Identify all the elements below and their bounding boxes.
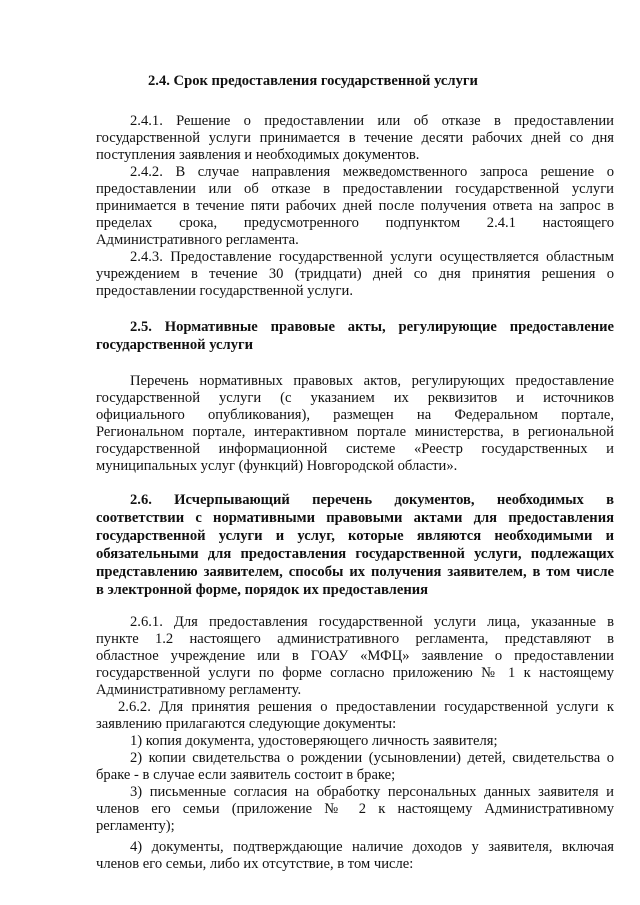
- section-heading-2-6: [96, 491, 614, 599]
- heading-line: государственной услуги: [96, 337, 254, 353]
- text-line: Региональном портале, интерактивном портале министерства, в региональной: [96, 424, 614, 440]
- list-item: 2) копии свидетельства о рождении (усыновлении) детей, свидетельства о: [130, 750, 614, 766]
- text-line: Административному регламенту.: [96, 682, 302, 698]
- text-line: учреждением в течение 30 (тридцати) дней со дня принятия решения о: [96, 266, 614, 282]
- list-item: 3) письменные согласия на обработку персональных данных заявителя и: [130, 784, 614, 800]
- document-list: [96, 733, 614, 873]
- text-line: предоставлении государственной услуги.: [96, 283, 353, 299]
- list-item: 4) документы, подтверждающие наличие доходов у заявителя, включая: [130, 839, 614, 855]
- list-item-continuation: членов его семьи, либо их отсутствие, в том числе:: [96, 856, 414, 872]
- heading-line: 2.5. Нормативные правовые акты, регулирующие предоставление: [130, 319, 614, 335]
- section-heading-2-5: [96, 318, 614, 354]
- text-line: муниципальных услуг (функций) Новгородской области».: [96, 458, 458, 474]
- paragraph-2-6-1: [96, 614, 614, 699]
- list-item-continuation: регламенту);: [96, 818, 175, 834]
- heading-line: 2.6. Исчерпывающий перечень документов, необходимых в: [130, 492, 614, 508]
- heading-line: обязательными для предоставления государственной услуги, подлежащих: [96, 546, 614, 562]
- text-line: пределах срока, предусмотренного подпунктом 2.4.1 настоящего: [96, 215, 614, 231]
- text-line: принимается в течение пяти рабочих дней после получения ответа на запрос в: [96, 198, 614, 214]
- section-heading-2-4: 2.4. Срок предоставления государственной услуги: [148, 73, 478, 89]
- text-line: 2.4.1. Решение о предоставлении или об отказе в предоставлении: [130, 113, 614, 129]
- text-line: Перечень нормативных правовых актов, регулирующих предоставление: [130, 373, 614, 389]
- heading-line: представлению заявителем, способы их получения заявителем, в том числе: [96, 564, 614, 580]
- text-line: государственной информационной системе «Реестр государственных и: [96, 441, 614, 457]
- paragraph-2-4-1: [96, 113, 614, 164]
- text-line: государственной услуги (с указанием их реквизитов и источников: [96, 390, 614, 406]
- paragraph-2-4-3: [96, 249, 614, 300]
- text-line: предоставлении или об отказе в предоставлении государственной услуги: [96, 181, 614, 197]
- text-line: поступления заявления и необходимых документов.: [96, 147, 420, 163]
- heading-line: в электронной форме, порядок их предоставления: [96, 582, 429, 598]
- text-line: заявлению прилагаются следующие документы:: [96, 716, 397, 732]
- text-line: 2.6.1. Для предоставления государственной услуги лица, указанные в: [130, 614, 614, 630]
- text-line: 2.6.2. Для принятия решения о предоставлении государственной услуги к: [118, 699, 614, 715]
- heading-line: соответствии с нормативными правовыми актами для предоставления: [96, 510, 614, 526]
- text-line: областное учреждение или в ГОАУ «МФЦ» заявление о предоставлении: [96, 648, 614, 664]
- list-item: 1) копия документа, удостоверяющего личность заявителя;: [130, 733, 498, 749]
- paragraph-2-4-2: [96, 164, 614, 249]
- list-item-continuation: браке - в случае если заявитель состоит в браке;: [96, 767, 396, 783]
- text-line: 2.4.2. В случае направления межведомственного запроса решение о: [130, 164, 614, 180]
- paragraph-2-5: [96, 373, 614, 475]
- list-item-continuation: членов его семьи (приложение № 2 к настоящему Административному: [96, 801, 614, 817]
- paragraph-2-6-2: [96, 699, 614, 733]
- text-line: официального опубликования), размещен на Федеральном портале,: [96, 407, 614, 423]
- text-line: Административного регламента.: [96, 232, 299, 248]
- text-line: государственной услуги по форме согласно приложению № 1 к настоящему: [96, 665, 614, 681]
- text-line: государственной услуги принимается в течение десяти рабочих дней со дня: [96, 130, 614, 146]
- text-line: 2.4.3. Предоставление государственной услуги осуществляется областным: [130, 249, 614, 265]
- heading-line: государственной услуги и услуг, которые являются необходимыми и: [96, 528, 614, 544]
- text-line: пункте 1.2 настоящего административного регламента, представляют в: [96, 631, 614, 647]
